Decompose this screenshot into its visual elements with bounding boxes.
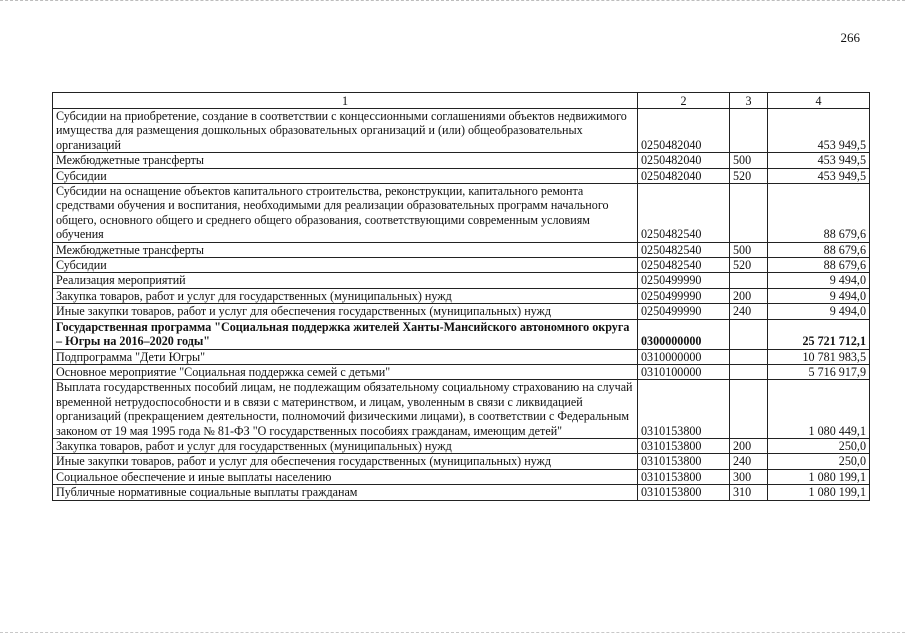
budget-table xyxy=(52,92,870,501)
row-sum-cell: 9 494,0 xyxy=(768,288,870,303)
row-sum-cell: 9 494,0 xyxy=(768,273,870,288)
table-row xyxy=(53,438,870,453)
table-row xyxy=(53,380,870,439)
row-type-cell: 500 xyxy=(730,153,768,168)
table-row xyxy=(53,485,870,500)
table-row xyxy=(53,184,870,243)
row-name-cell: Основное мероприятие "Социальная поддержка семей с детьми" xyxy=(53,364,638,379)
column-header-sum: 4 xyxy=(768,93,870,109)
row-code-cell: 0310100000 xyxy=(638,364,730,379)
table-row xyxy=(53,273,870,288)
row-sum-cell: 1 080 449,1 xyxy=(768,380,870,439)
table-row xyxy=(53,364,870,379)
column-header-code: 2 xyxy=(638,93,730,109)
table-header-row xyxy=(53,93,870,109)
row-name-cell: Субсидии xyxy=(53,258,638,273)
row-code-cell: 0250499990 xyxy=(638,288,730,303)
row-name-cell: Закупка товаров, работ и услуг для государственных (муниципальных) нужд xyxy=(53,288,638,303)
table-row xyxy=(53,109,870,153)
row-sum-cell: 25 721 712,1 xyxy=(768,319,870,349)
table-row xyxy=(53,319,870,349)
row-sum-cell: 1 080 199,1 xyxy=(768,485,870,500)
row-sum-cell: 250,0 xyxy=(768,454,870,469)
row-sum-cell: 1 080 199,1 xyxy=(768,469,870,484)
row-type-cell: 200 xyxy=(730,438,768,453)
row-type-cell: 300 xyxy=(730,469,768,484)
row-type-cell xyxy=(730,184,768,243)
row-code-cell: 0310153800 xyxy=(638,469,730,484)
row-code-cell: 0310153800 xyxy=(638,438,730,453)
row-type-cell: 240 xyxy=(730,454,768,469)
column-header-name: 1 xyxy=(53,93,638,109)
row-code-cell: 0250482040 xyxy=(638,153,730,168)
row-code-cell: 0250499990 xyxy=(638,304,730,319)
row-type-cell: 520 xyxy=(730,258,768,273)
row-sum-cell: 453 949,5 xyxy=(768,168,870,183)
row-code-cell: 0310153800 xyxy=(638,454,730,469)
row-type-cell xyxy=(730,109,768,153)
row-type-cell xyxy=(730,364,768,379)
row-type-cell xyxy=(730,273,768,288)
row-name-cell: Закупка товаров, работ и услуг для государственных (муниципальных) нужд xyxy=(53,438,638,453)
table-row xyxy=(53,153,870,168)
scan-edge-top xyxy=(0,0,905,4)
row-code-cell: 0310153800 xyxy=(638,485,730,500)
row-type-cell xyxy=(730,380,768,439)
table-row xyxy=(53,242,870,257)
row-sum-cell: 88 679,6 xyxy=(768,184,870,243)
row-sum-cell: 88 679,6 xyxy=(768,258,870,273)
row-name-cell: Субсидии на приобретение, создание в соответствии с концессионными соглашениями объектов недвижимого имущества для размещения дошкольных образовательных организаций и (или) общеобразовательных организаций xyxy=(53,109,638,153)
row-sum-cell: 5 716 917,9 xyxy=(768,364,870,379)
row-code-cell: 0250482540 xyxy=(638,184,730,243)
row-sum-cell: 10 781 983,5 xyxy=(768,349,870,364)
row-type-cell xyxy=(730,319,768,349)
row-name-cell: Выплата государственных пособий лицам, не подлежащим обязательному социальному страхованию на случай временной нетрудоспособности и в связи с материнством, и лицам, уволенным в связи с ликвидацией организаций (прекращением деятельности, полномочий физическими лицами), в соответствии с Федеральным законом от 19 мая 1995 года № 81-ФЗ "О государственных пособиях гражданам, имеющим детей" xyxy=(53,380,638,439)
row-name-cell: Субсидии xyxy=(53,168,638,183)
row-sum-cell: 9 494,0 xyxy=(768,304,870,319)
row-code-cell: 0250499990 xyxy=(638,273,730,288)
table-row xyxy=(53,454,870,469)
row-sum-cell: 250,0 xyxy=(768,438,870,453)
row-sum-cell: 453 949,5 xyxy=(768,109,870,153)
row-code-cell: 0310000000 xyxy=(638,349,730,364)
row-code-cell: 0310153800 xyxy=(638,380,730,439)
row-type-cell: 520 xyxy=(730,168,768,183)
row-type-cell: 200 xyxy=(730,288,768,303)
table-row xyxy=(53,288,870,303)
row-name-cell: Подпрограмма "Дети Югры" xyxy=(53,349,638,364)
row-name-cell: Социальное обеспечение и иные выплаты населению xyxy=(53,469,638,484)
row-type-cell: 310 xyxy=(730,485,768,500)
row-type-cell: 500 xyxy=(730,242,768,257)
row-sum-cell: 88 679,6 xyxy=(768,242,870,257)
column-header-type: 3 xyxy=(730,93,768,109)
row-code-cell: 0300000000 xyxy=(638,319,730,349)
row-type-cell: 240 xyxy=(730,304,768,319)
table-row xyxy=(53,304,870,319)
table-row xyxy=(53,349,870,364)
row-code-cell: 0250482040 xyxy=(638,168,730,183)
row-name-cell: Межбюджетные трансферты xyxy=(53,242,638,257)
row-name-cell: Межбюджетные трансферты xyxy=(53,153,638,168)
page-number: 266 xyxy=(840,30,860,45)
row-name-cell: Иные закупки товаров, работ и услуг для обеспечения государственных (муниципальных) нужд xyxy=(53,304,638,319)
row-code-cell: 0250482540 xyxy=(638,258,730,273)
table-row xyxy=(53,168,870,183)
table-row xyxy=(53,469,870,484)
row-name-cell: Иные закупки товаров, работ и услуг для обеспечения государственных (муниципальных) нужд xyxy=(53,454,638,469)
row-name-cell: Публичные нормативные социальные выплаты гражданам xyxy=(53,485,638,500)
row-name-cell: Реализация мероприятий xyxy=(53,273,638,288)
row-type-cell xyxy=(730,349,768,364)
row-code-cell: 0250482540 xyxy=(638,242,730,257)
row-name-cell: Субсидии на оснащение объектов капитального строительства, реконструкции, капитального ремонта средствами обучения и воспитания, необходимыми для реализации образовательных программ начального общего, основного общего и среднего общего образования, соответствующими современным условиям обучения xyxy=(53,184,638,243)
row-name-cell: Государственная программа "Социальная поддержка жителей Ханты-Мансийского автономного округа – Югры на 2016–2020 годы" xyxy=(53,319,638,349)
row-code-cell: 0250482040 xyxy=(638,109,730,153)
table-row xyxy=(53,258,870,273)
row-sum-cell: 453 949,5 xyxy=(768,153,870,168)
